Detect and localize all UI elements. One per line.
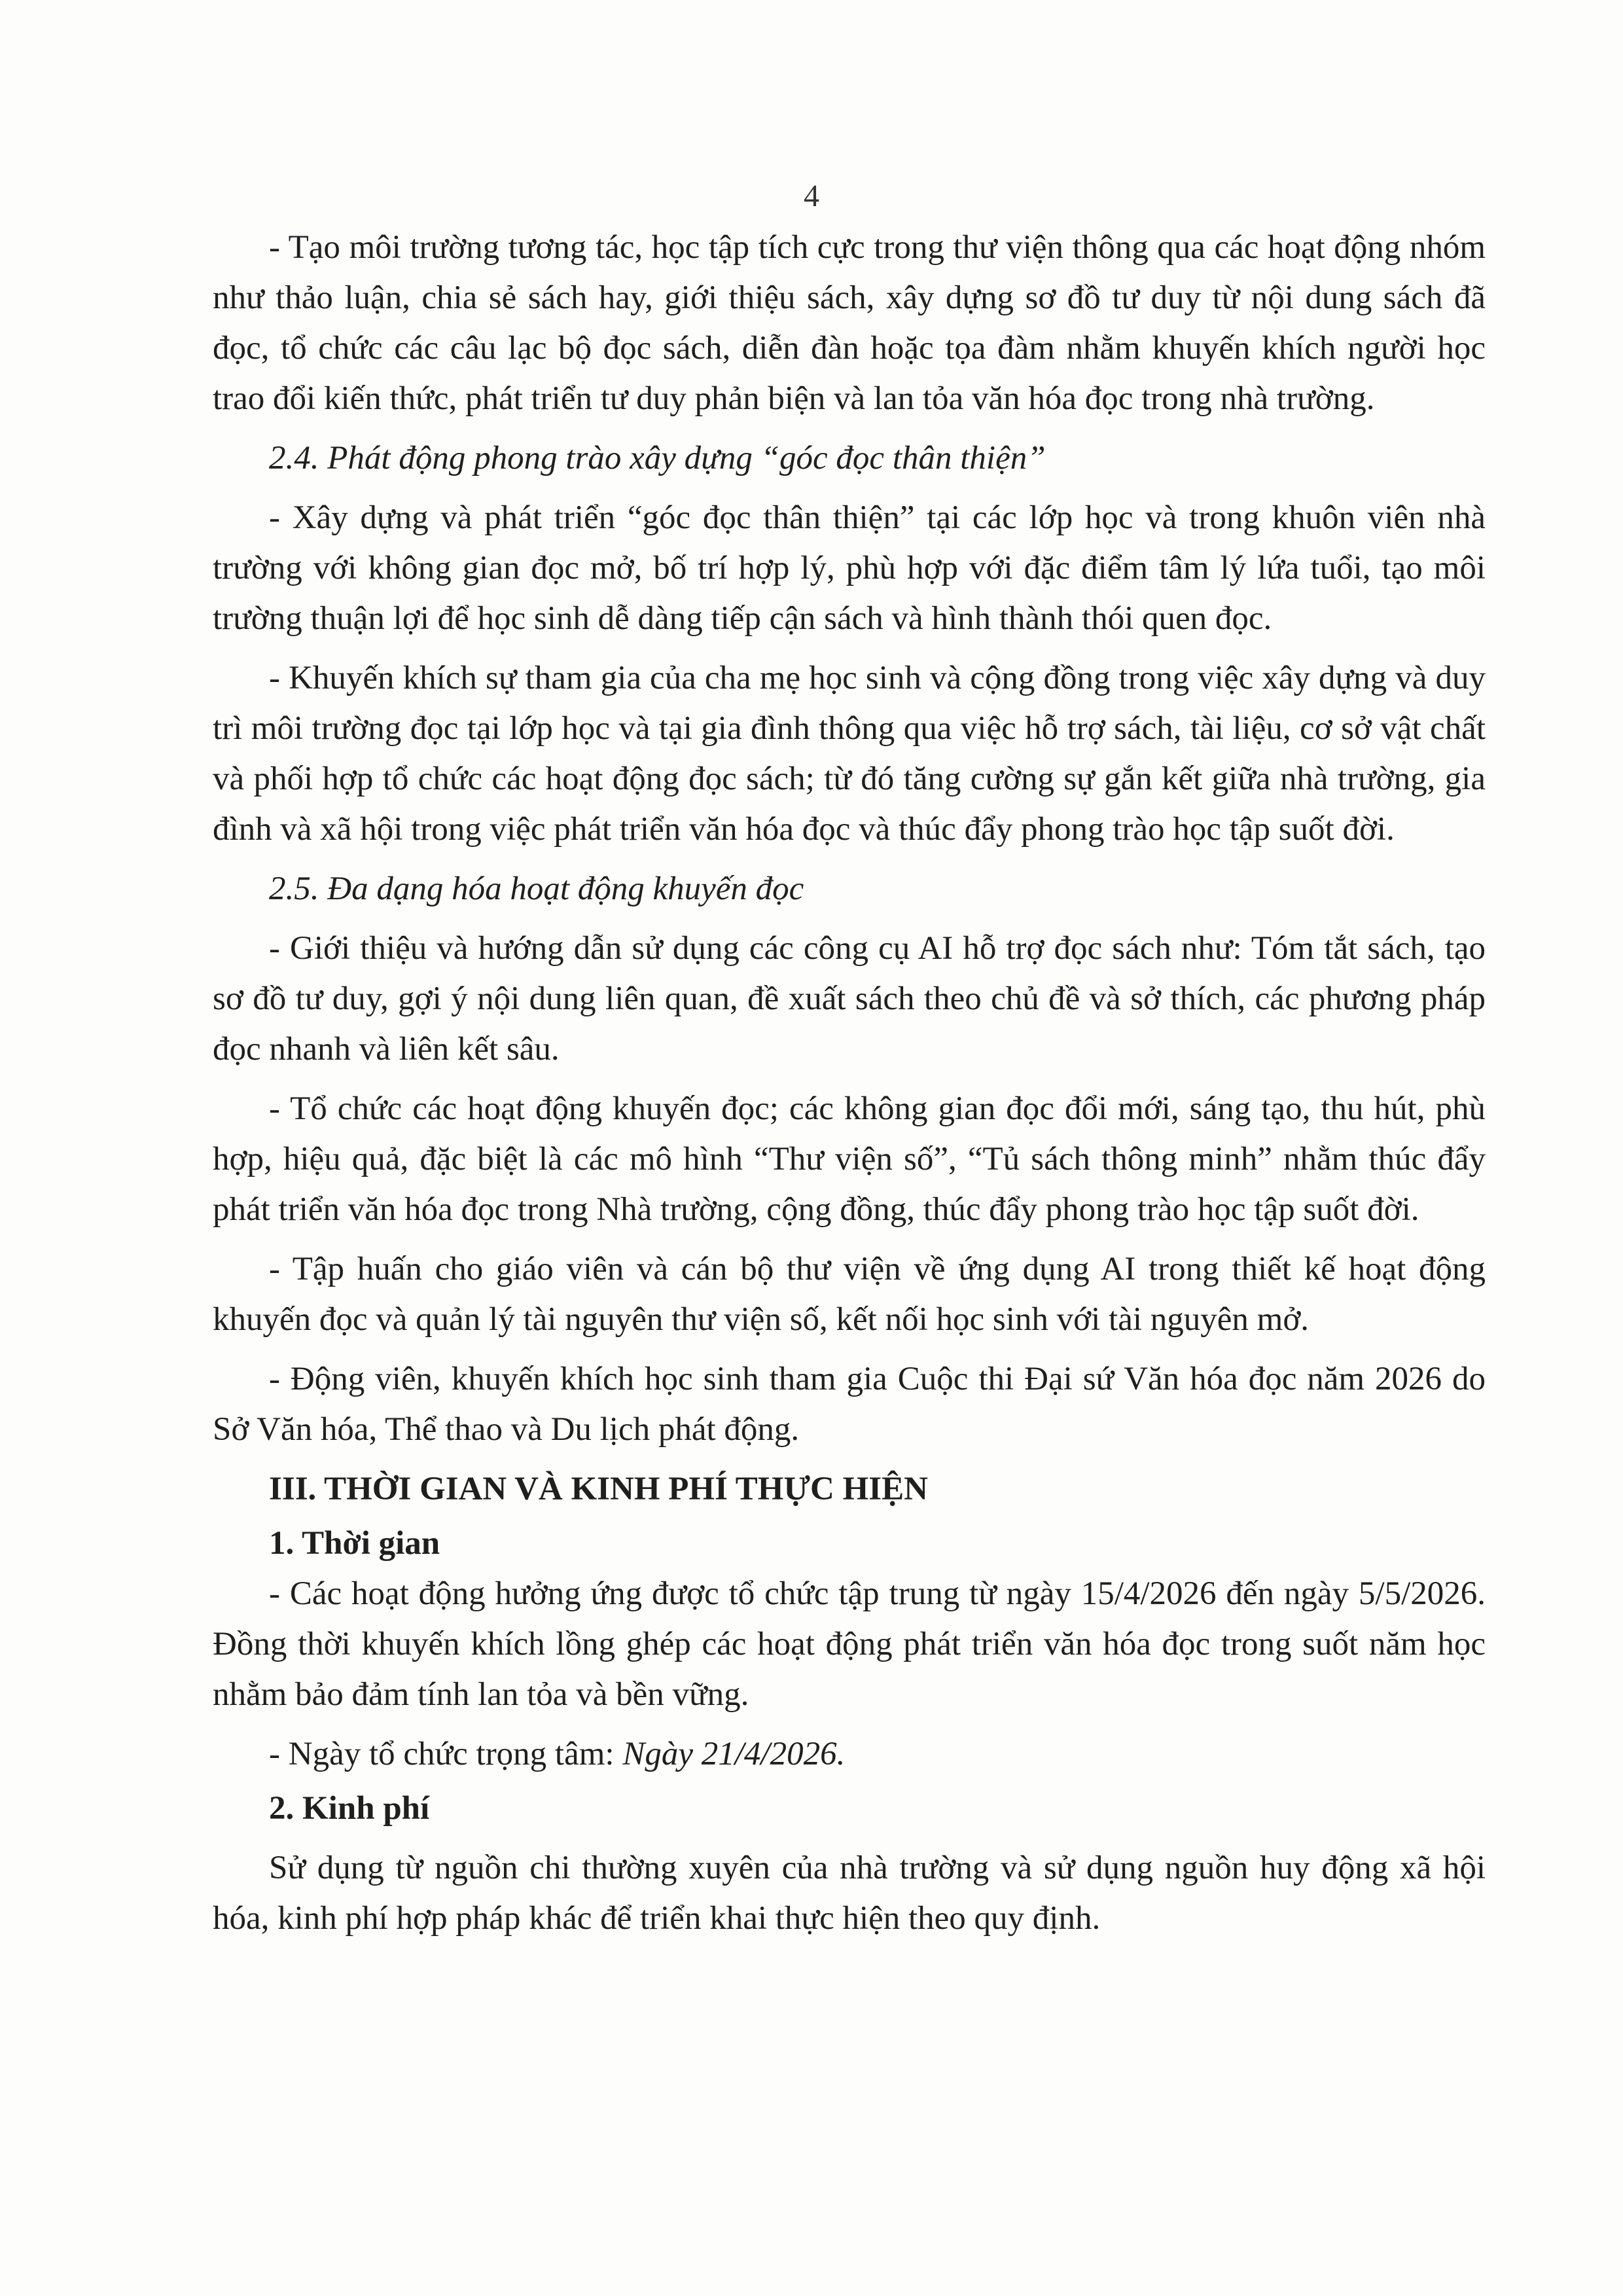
paragraph-friendly-reading-corner: - Xây dựng và phát triển “góc đọc thân thiện” tại các lớp học và trong khuôn viên nhà trường với không gian đọc mở, bố trí hợp lý, phù hợp với đặc điểm tâm lý lứa tuổi, tạo môi trường thuận lợi để học sinh dễ dàng tiếp cận sách và hình thành thói quen đọc.	[213, 499, 1486, 637]
paragraph-library-interaction: - Tạo môi trường tương tác, học tập tích cực trong thư viện thông qua các hoạt động nhóm như thảo luận, chia sẻ sách hay, giới thiệu sách, xây dựng sơ đồ tư duy từ nội dung sách đã đọc, tổ chức các câu lạc bộ đọc sách, diễn đàn hoặc tọa đàm nhằm khuyến khích người học trao đổi kiến thức, phát triển tư duy phản biện và lan tỏa văn hóa đọc trong nhà trường.	[213, 229, 1486, 417]
section-heading-2-4: 2.4. Phát động phong trào xây dựng “góc đọc thân thiện”	[269, 440, 1046, 476]
paragraph-ai-reading-tools: - Giới thiệu và hướng dẫn sử dụng các công cụ AI hỗ trợ đọc sách như: Tóm tắt sách, tạo sơ đồ tư duy, gợi ý nội dung liên quan, đề xuất sách theo chủ đề và sở thích, các phương pháp đọc nhanh và liên kết sâu.	[213, 930, 1486, 1067]
key-date-value: Ngày 21/4/2026.	[622, 1736, 846, 1772]
subsection-heading-time: 1. Thời gian	[269, 1525, 440, 1562]
paragraph-parent-community-participation: - Khuyến khích sự tham gia của cha mẹ học sinh và cộng đồng trong việc xây dựng và duy trì môi trường đọc tại lớp học và tại gia đình thông qua việc hỗ trợ sách, tài liệu, cơ sở vật chất và phối hợp tổ chức các hoạt động đọc sách; từ đó tăng cường sự gắn kết giữa nhà trường, gia đình và xã hội trong việc phát triển văn hóa đọc và thúc đẩy phong trào học tập suốt đời.	[213, 660, 1486, 848]
document-body	[213, 223, 1486, 1944]
section-heading-iii: III. THỜI GIAN VÀ KINH PHÍ THỰC HIỆN	[269, 1471, 928, 1507]
key-date-label: - Ngày tổ chức trọng tâm:	[269, 1736, 623, 1772]
paragraph-reading-promotion-activities: - Tổ chức các hoạt động khuyến đọc; các không gian đọc đổi mới, sáng tạo, thu hút, phù hợp, hiệu quả, đặc biệt là các mô hình “Thư viện số”, “Tủ sách thông minh” nhằm thúc đẩy phát triển văn hóa đọc trong Nhà trường, cộng đồng, thúc đẩy phong trào học tập suốt đời.	[213, 1090, 1486, 1228]
paragraph-teacher-training: - Tập huấn cho giáo viên và cán bộ thư viện về ứng dụng AI trong thiết kế hoạt động khuyến đọc và quản lý tài nguyên thư viện số, kết nối học sinh với tài nguyên mở.	[213, 1251, 1486, 1338]
page-number: 4	[804, 179, 819, 213]
subsection-heading-funding: 2. Kinh phí	[269, 1790, 430, 1827]
paragraph-key-date	[213, 1729, 1486, 1780]
paragraph-time-period: - Các hoạt động hưởng ứng được tổ chức tập trung từ ngày 15/4/2026 đến ngày 5/5/2026. Đồng thời khuyến khích lồng ghép các hoạt động phát triển văn hóa đọc trong suốt năm học nhằm bảo đảm tính lan tỏa và bền vững.	[213, 1575, 1486, 1713]
paragraph-funding: Sử dụng từ nguồn chi thường xuyên của nhà trường và sử dụng nguồn huy động xã hội hóa, kinh phí hợp pháp khác để triển khai thực hiện theo quy định.	[213, 1850, 1486, 1937]
section-heading-2-5: 2.5. Đa dạng hóa hoạt động khuyến đọc	[269, 870, 804, 907]
paragraph-ambassador-contest: - Động viên, khuyến khích học sinh tham gia Cuộc thi Đại sứ Văn hóa đọc năm 2026 do Sở Văn hóa, Thể thao và Du lịch phát động.	[213, 1361, 1486, 1448]
